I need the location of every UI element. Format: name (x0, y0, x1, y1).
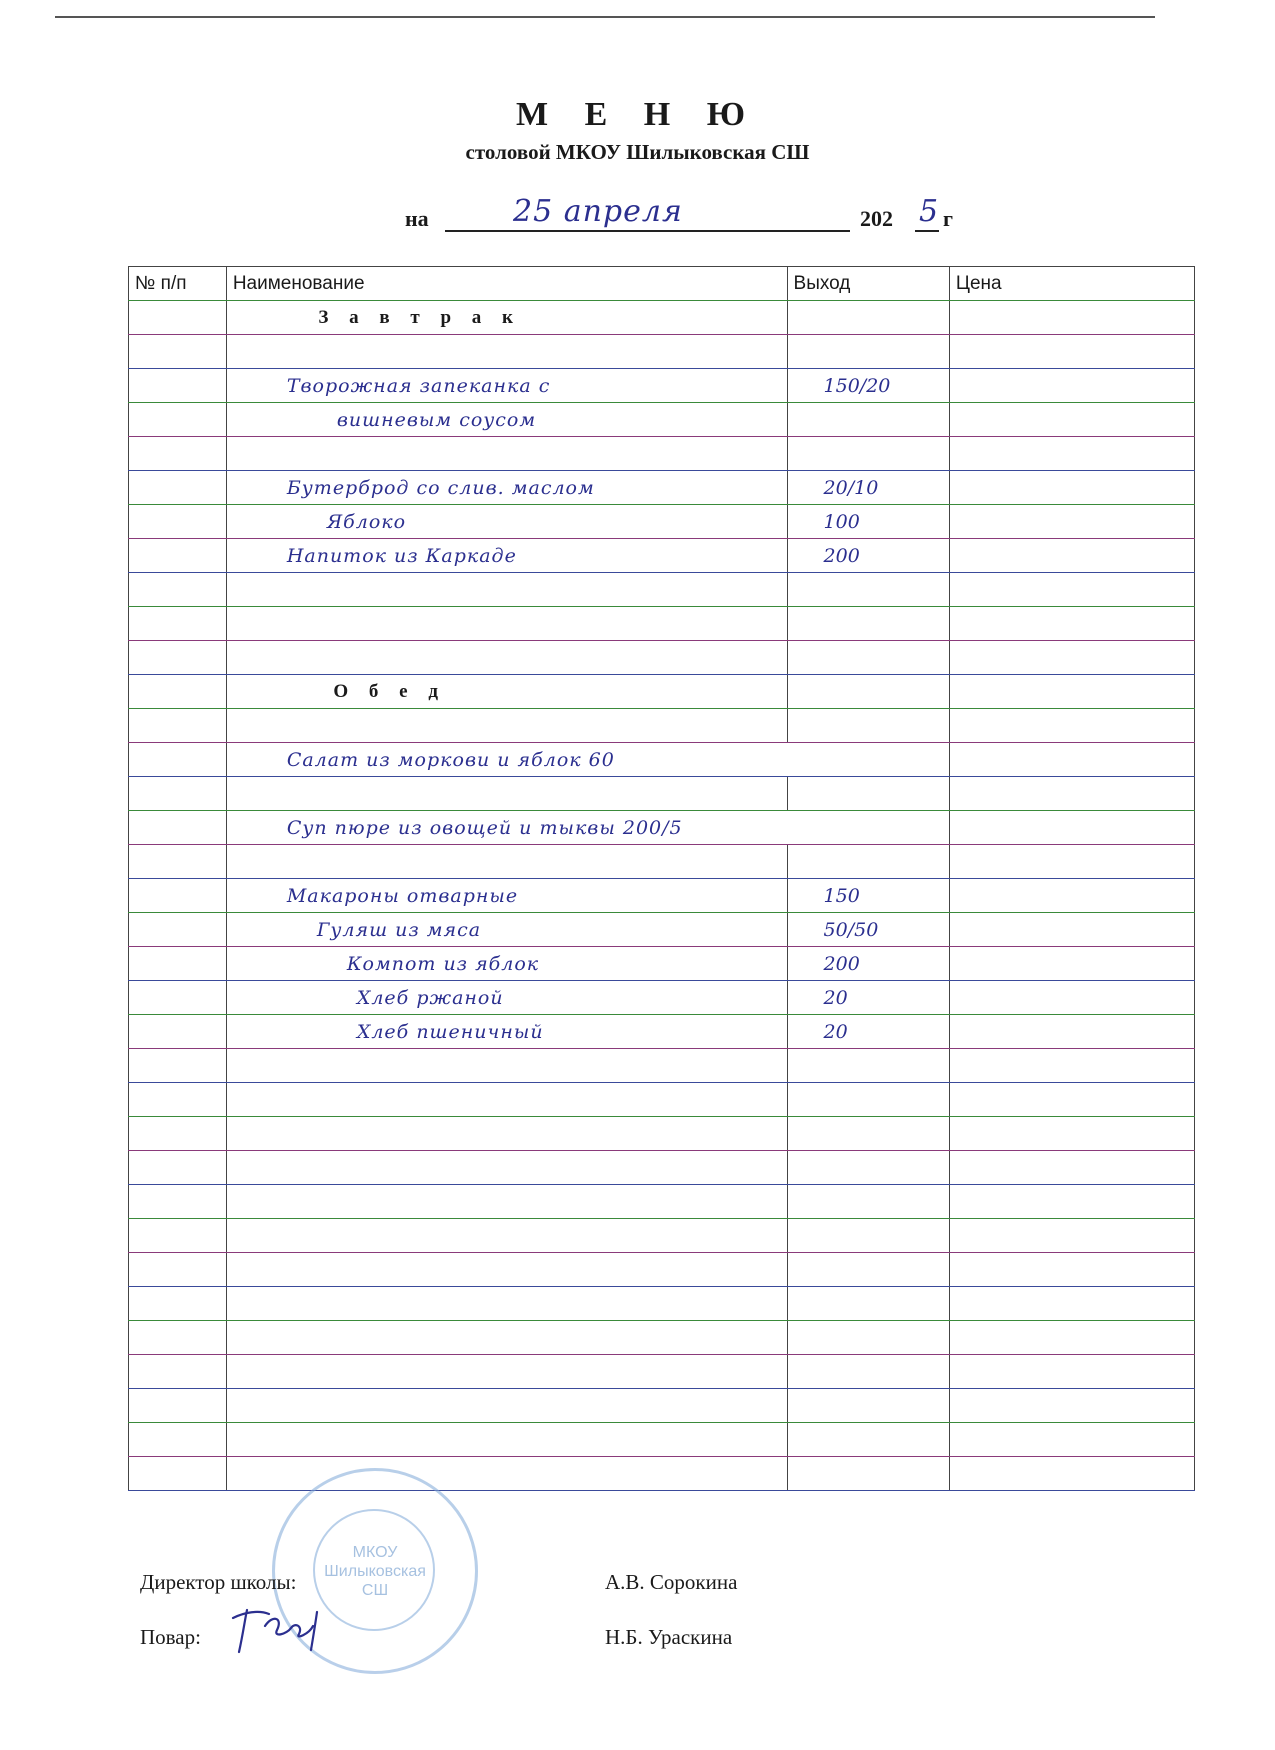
menu-item-output: 150/20 (787, 369, 949, 403)
table-row (129, 505, 1195, 539)
table-row (129, 1049, 1195, 1083)
stamp-text-line: Шилыковская (324, 1563, 426, 1580)
table-row (129, 539, 1195, 573)
table-row (129, 709, 1195, 743)
menu-item-name: Бутерброд со слив. маслом (226, 471, 787, 505)
menu-item-name: Хлеб ржаной (226, 981, 787, 1015)
table-row (129, 1219, 1195, 1253)
col-header-price: Цена (949, 267, 1194, 301)
year-prefix: 202 (860, 206, 893, 231)
table-row (129, 1389, 1195, 1423)
table-row (129, 1015, 1195, 1049)
date-prefix: на (405, 206, 429, 231)
table-row (129, 845, 1195, 879)
table-row (129, 743, 1195, 777)
table-row (129, 981, 1195, 1015)
section-row-lunch (129, 675, 1195, 709)
table-row (129, 947, 1195, 981)
page-subtitle: столовой МКОУ Шилыковская СШ (465, 140, 810, 164)
table-row (129, 641, 1195, 675)
menu-item-output: 100 (787, 505, 949, 539)
menu-item-output: 200 (787, 947, 949, 981)
menu-item-name: Хлеб пшеничный (226, 1015, 787, 1049)
menu-item-output: 200 (787, 539, 949, 573)
menu-item-name: вишневым соусом (226, 403, 787, 437)
section-row-breakfast (129, 301, 1195, 335)
table-row (129, 403, 1195, 437)
table-row (129, 1321, 1195, 1355)
col-header-name: Наименование (226, 267, 787, 301)
menu-item-name: Салат из моркови и яблок 60 (226, 743, 949, 777)
col-header-output: Выход (787, 267, 949, 301)
cook-signature (225, 1604, 335, 1664)
menu-table (128, 266, 1195, 1491)
table-row (129, 369, 1195, 403)
table-row (129, 1151, 1195, 1185)
top-border-line (55, 16, 1155, 18)
table-row (129, 811, 1195, 845)
section-title-breakfast: З а в т р а к (226, 301, 787, 335)
table-row (129, 471, 1195, 505)
stamp-text-line: МКОУ (352, 1544, 398, 1561)
table-row (129, 573, 1195, 607)
table-row (129, 437, 1195, 471)
menu-item-output: 150 (787, 879, 949, 913)
year-handwritten: 5 (919, 194, 940, 229)
menu-item-output: 50/50 (787, 913, 949, 947)
table-row (129, 879, 1195, 913)
table-row (129, 1457, 1195, 1491)
menu-item-name: Яблоко (226, 505, 787, 539)
menu-item-name: Макароны отварные (226, 879, 787, 913)
date-handwritten: 25 апреля (513, 194, 683, 229)
table-row (129, 1185, 1195, 1219)
table-row (129, 335, 1195, 369)
menu-item-name: Творожная запеканка с (226, 369, 787, 403)
cook-name: Н.Б. Ураскина (605, 1625, 733, 1649)
menu-item-output: 20 (787, 1015, 949, 1049)
table-header-row (129, 267, 1195, 301)
col-header-number: № п/п (129, 267, 227, 301)
table-row (129, 1287, 1195, 1321)
page-title: М Е Н Ю (516, 96, 759, 133)
menu-item-output: 20/10 (787, 471, 949, 505)
table-row (129, 607, 1195, 641)
stamp-text-line: СШ (361, 1582, 389, 1599)
table-row (129, 777, 1195, 811)
cook-label: Повар: (140, 1625, 201, 1649)
table-row (129, 1355, 1195, 1389)
director-label: Директор школы: (140, 1570, 297, 1594)
stamp-text (275, 1543, 475, 1600)
director-name: А.В. Сорокина (605, 1570, 738, 1594)
menu-item-name: Гуляш из мяса (226, 913, 787, 947)
menu-item-name: Компот из яблок (226, 947, 787, 981)
menu-item-name: Суп пюре из овощей и тыквы 200/5 (226, 811, 949, 845)
table-row (129, 1253, 1195, 1287)
menu-item-name: Напиток из Каркаде (226, 539, 787, 573)
year-suffix: г (943, 206, 953, 231)
table-row (129, 913, 1195, 947)
table-row (129, 1117, 1195, 1151)
table-row (129, 1083, 1195, 1117)
section-title-lunch: О б е д (226, 675, 787, 709)
table-row (129, 1423, 1195, 1457)
menu-item-output: 20 (787, 981, 949, 1015)
